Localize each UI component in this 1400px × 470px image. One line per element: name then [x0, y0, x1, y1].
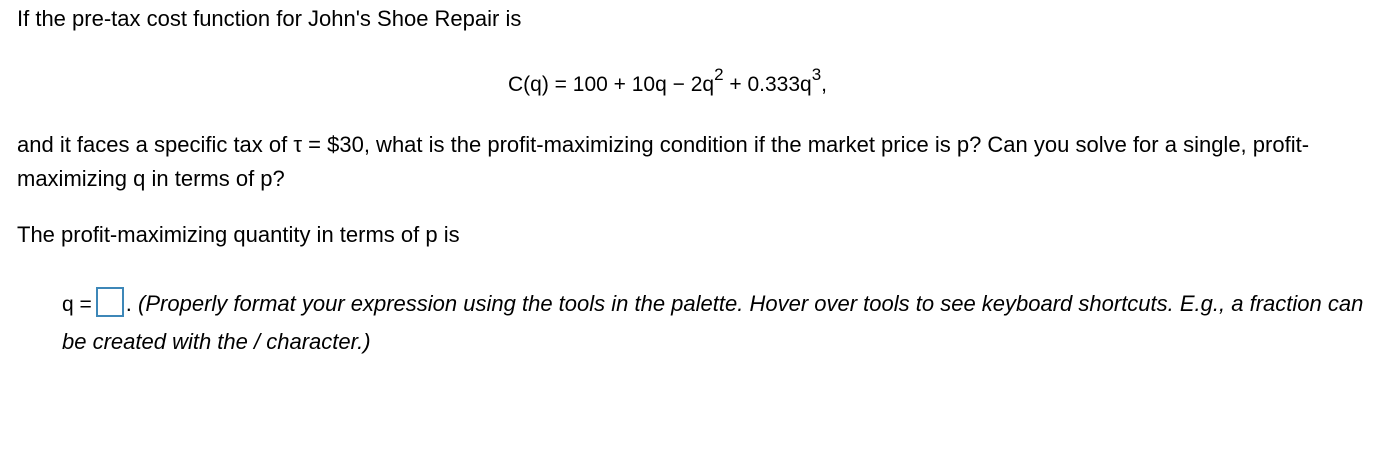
equation-middle: + 0.333q: [723, 73, 812, 96]
cost-function-equation: [508, 65, 828, 98]
answer-input[interactable]: [96, 287, 124, 317]
answer-row: [62, 285, 1392, 360]
answer-label: q =: [62, 293, 92, 316]
answer-intro: The profit-maximizing quantity in terms of p is: [17, 222, 460, 247]
equation-prefix: C(q) = 100 + 10q − 2q: [508, 73, 715, 96]
equation-exponent-2: 2: [714, 65, 724, 84]
problem-question: and it faces a specific tax of τ = $30, what is the profit-maximizing condition if the market price is p? Can you solve for a single, profit-maximizing q in terms of p?: [17, 132, 1310, 191]
problem-intro: If the pre-tax cost function for John's Shoe Repair is: [17, 6, 522, 31]
equation-exponent-3: 3: [811, 65, 822, 84]
equation-suffix: ,: [821, 73, 828, 96]
answer-period: .: [125, 291, 132, 316]
answer-instruction: (Properly format your expression using the tools in the palette. Hover over tools to see keyboard shortcuts. E.g., a fraction can be created with the / character.): [62, 291, 1364, 354]
